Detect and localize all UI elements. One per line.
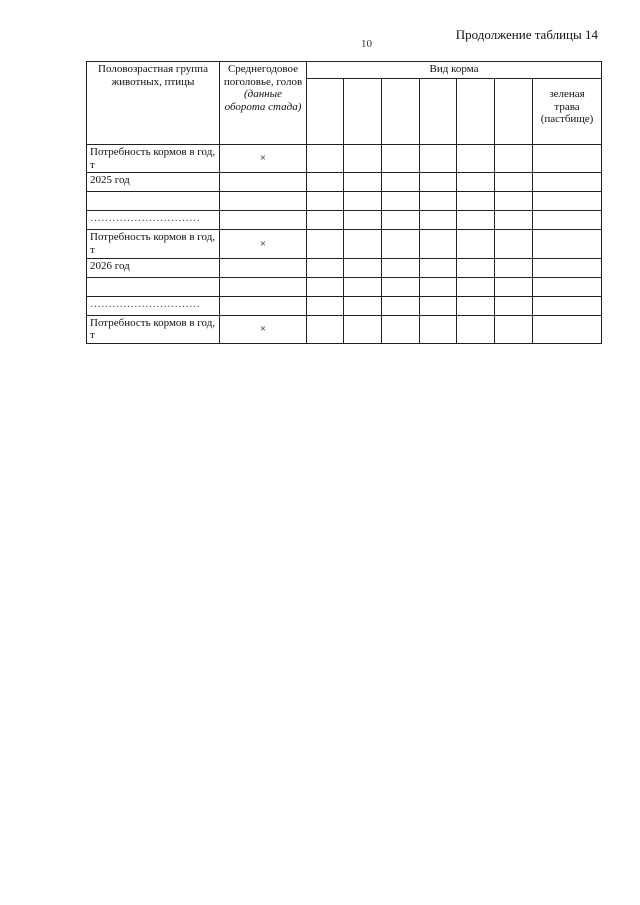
header-feed-col (307, 79, 344, 145)
year-label: 2026 год (87, 258, 220, 277)
header-green-grass: зеленая трава (пастбище) (533, 79, 602, 145)
header-average-head: Среднегодовое поголовье, голов (данные оборота стада) (220, 62, 307, 145)
header-average-head-note: (данные оборота стада) (224, 88, 302, 113)
header-feed-col (420, 79, 457, 145)
table-row (87, 145, 602, 173)
feed-requirements-table (86, 61, 602, 344)
table-row (87, 277, 602, 296)
cross-mark: × (220, 230, 307, 258)
header-feed-col (382, 79, 420, 145)
header-group: Половозрастная группа животных, птицы (87, 62, 220, 145)
dots-placeholder: ………………………… (87, 296, 220, 315)
table-row (87, 258, 602, 277)
table-continuation-caption: Продолжение таблицы 14 (455, 27, 598, 42)
table-row (87, 296, 602, 315)
table-row (87, 230, 602, 258)
year-label: 2025 год (87, 173, 220, 192)
table-row (87, 192, 602, 211)
row-label: Потребность кормов в год, т (87, 315, 220, 343)
cross-mark: × (220, 145, 307, 173)
table-row (87, 315, 602, 343)
table-row (87, 211, 602, 230)
dots-placeholder: ………………………… (87, 211, 220, 230)
table-row (87, 173, 602, 192)
header-feed-col (344, 79, 382, 145)
row-label: Потребность кормов в год, т (87, 145, 220, 173)
row-label: Потребность кормов в год, т (87, 230, 220, 258)
cross-mark: × (220, 315, 307, 343)
header-feed-col (457, 79, 495, 145)
header-feed-kind: Вид корма (307, 62, 602, 79)
header-feed-col (495, 79, 533, 145)
page-number: 10 (361, 38, 372, 50)
